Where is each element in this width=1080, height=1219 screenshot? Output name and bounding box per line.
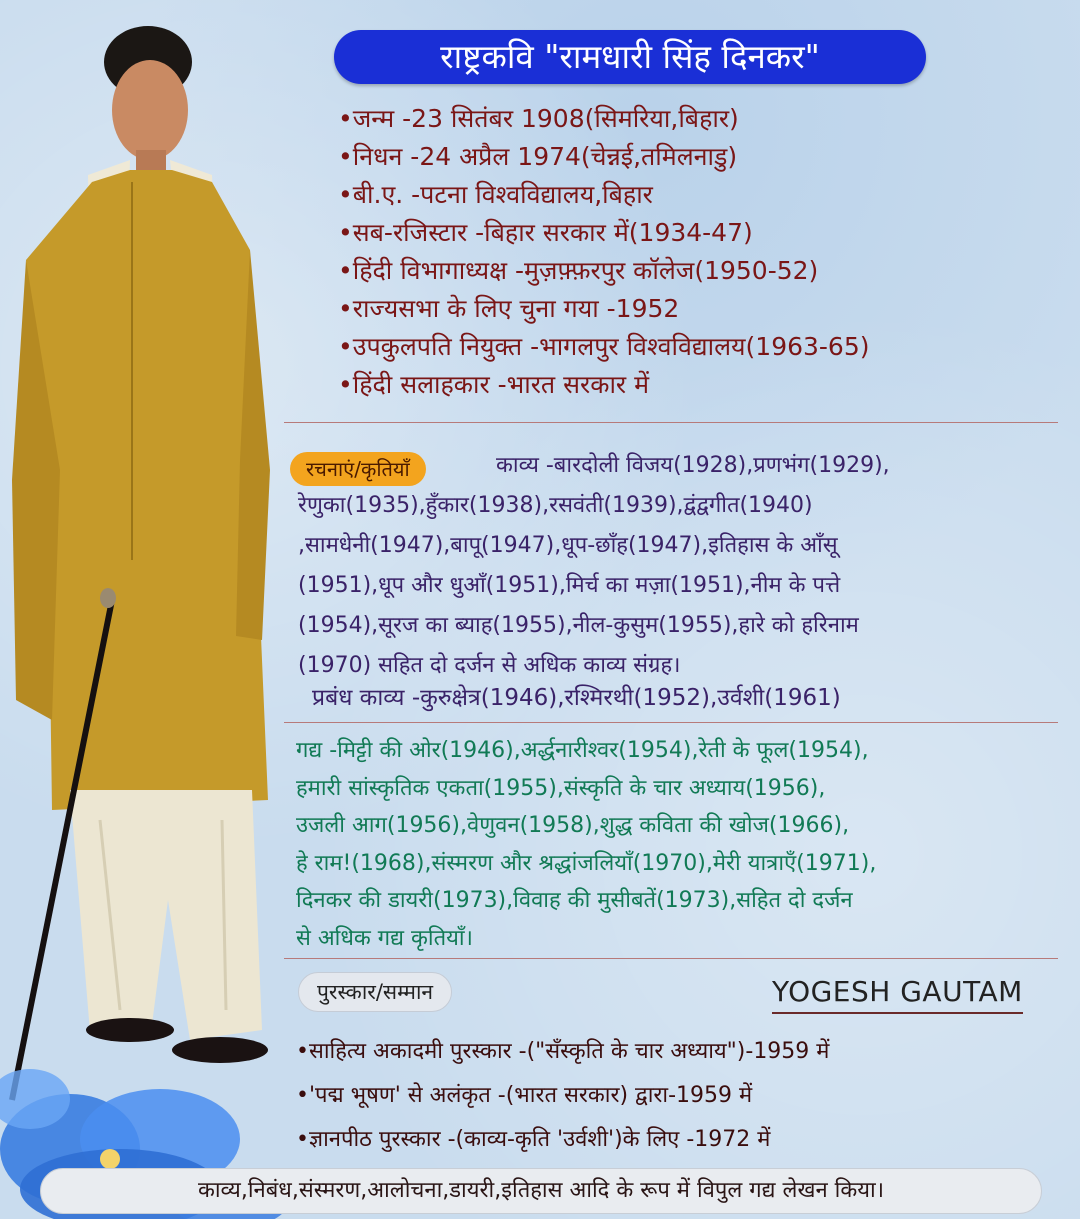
award-sahitya-akademi: •साहित्य अकादमी पुरस्कार -("सँस्कृति के चार अध्याय")-1959 में bbox=[296, 1039, 830, 1064]
works-badge: रचनाएं/कृतियाँ bbox=[290, 452, 426, 486]
bio-list bbox=[338, 100, 1078, 404]
works-line: (1970) सहित दो दर्जन से अधिक काव्य संग्रह। bbox=[298, 653, 681, 678]
prose-line: दिनकर की डायरी(1973),विवाह की मुसीबतें(1973),सहित दो दर्जन bbox=[296, 888, 853, 913]
bio-hindi-advisor: •हिंदी सलाहकार -भारत सरकार में bbox=[338, 370, 650, 399]
divider bbox=[284, 722, 1058, 723]
page-title: राष्ट्रकवि "रामधारी सिंह दिनकर" bbox=[334, 30, 926, 84]
prose-line: हे राम!(1968),संस्मरण और श्रद्धांजलियाँ(1970),मेरी यात्राएँ(1971), bbox=[296, 850, 877, 876]
bio-rajya-sabha: •राज्यसभा के लिए चुना गया -1952 bbox=[338, 294, 680, 323]
prabandh-kavya: प्रबंध काव्य -कुरुक्षेत्र(1946),रश्मिरथी(1952),उर्वशी(1961) bbox=[312, 685, 841, 711]
awards-badge: पुरस्कार/सम्मान bbox=[298, 972, 452, 1012]
bio-vice-chancellor: •उपकुलपति नियुक्त -भागलपुर विश्वविद्यालय(1963-65) bbox=[338, 332, 870, 361]
footer-note: काव्य,निबंध,संस्मरण,आलोचना,डायरी,इतिहास आदि के रूप में विपुल गद्य लेखन किया। bbox=[40, 1168, 1042, 1214]
prose-line: गद्य -मिट्टी की ओर(1946),अर्द्धनारीश्वर(1954),रेती के फूल(1954), bbox=[296, 738, 869, 763]
bio-education: •बी.ए. -पटना विश्वविद्यालय,बिहार bbox=[338, 180, 653, 209]
awards-list bbox=[296, 1030, 1076, 1162]
works-text bbox=[298, 446, 1078, 686]
prose-works bbox=[296, 732, 1078, 957]
works-line: ,सामधेनी(1947),बापू(1947),धूप-छाँह(1947),इतिहास के आँसू bbox=[298, 533, 838, 558]
works-line: (1951),धूप और धुआँ(1951),मिर्च का मज़ा(1951),नीम के पत्ते bbox=[298, 573, 841, 598]
prose-line: से अधिक गद्य कृतियाँ। bbox=[296, 925, 473, 951]
works-line: (1954),सूरज का ब्याह(1955),नील-कुसुम(1955),हारे को हरिनाम bbox=[298, 613, 859, 638]
prose-line: हमारी सांस्कृतिक एकता(1955),संस्कृति के चार अध्याय(1956), bbox=[296, 775, 826, 801]
divider bbox=[284, 958, 1058, 959]
works-line: रेणुका(1935),हुँकार(1938),रसवंती(1939),द्वंद्वगीत(1940) bbox=[298, 493, 813, 518]
award-jnanpith: •ज्ञानपीठ पुरस्कार -(काव्य-कृति 'उर्वशी')के लिए -1972 में bbox=[296, 1127, 771, 1152]
prose-line: उजली आग(1956),वेणुवन(1958),शुद्ध कविता की खोज(1966), bbox=[296, 813, 850, 838]
award-padma-bhushan: •'पद्म भूषण' से अलंकृत -(भारत सरकार) द्वारा-1959 में bbox=[296, 1083, 753, 1108]
bio-birth: •जन्म -23 सितंबर 1908(सिमरिया,बिहार) bbox=[338, 104, 739, 133]
bio-death: •निधन -24 अप्रैल 1974(चेन्नई,तमिलनाडु) bbox=[338, 142, 738, 171]
works-line: काव्य -बारदोली विजय(1928),प्रणभंग(1929), bbox=[496, 453, 890, 478]
author-name: YOGESH GAUTAM bbox=[772, 974, 1023, 1014]
bio-sub-registrar: •सब-रजिस्टार -बिहार सरकार में(1934-47) bbox=[338, 218, 753, 247]
divider bbox=[284, 422, 1058, 423]
bio-hindi-hod: •हिंदी विभागाध्यक्ष -मुज़फ़्फ़रपुर कॉलेज(1950-52) bbox=[338, 256, 819, 285]
